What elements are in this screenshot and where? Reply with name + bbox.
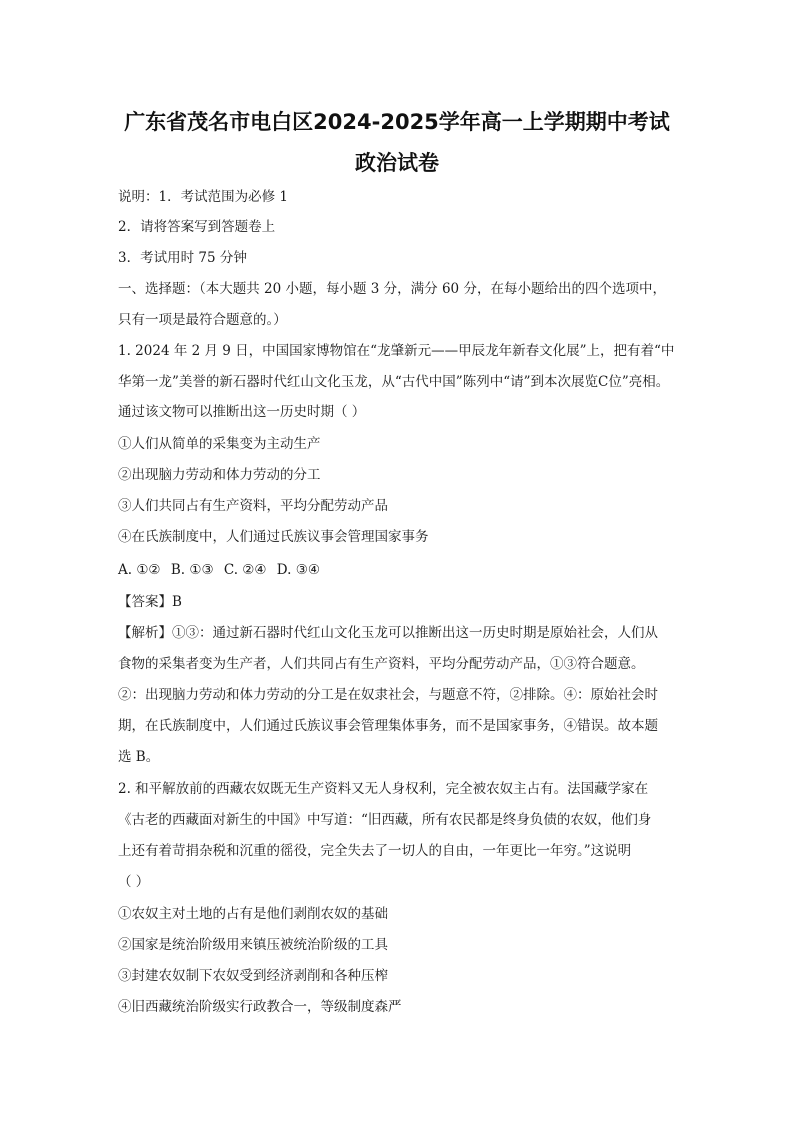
choice-d: D. ③④ (276, 562, 320, 578)
q1-option: ①人们从简单的采集变为主动生产 (118, 436, 321, 452)
q1-answer: 【答案】B (118, 594, 182, 610)
q2-stem-line: 上还有着苛捐杂税和沉重的徭役，完全失去了一切人的自由，一年更比一年穷。”这说明 (118, 843, 632, 859)
instruction-3: 3．考试用时 75 分钟 (118, 250, 247, 266)
q1-analysis-line: 【解析】①③：通过新石器时代红山文化玉龙可以推断出这一历史时期是原始社会，人们从 (118, 625, 658, 641)
q1-analysis-line: 选 B。 (118, 749, 160, 765)
q2-option: ②国家是统治阶级用来镇压被统治阶级的工具 (118, 937, 388, 953)
q1-analysis-line: 食物的采集者变为生产者，人们共同占有生产资料，平均分配劳动产品，①③符合题意。 (118, 656, 645, 672)
q2-stem-line: 《古老的西藏面对新生的中国》中写道：“旧西藏，所有农民都是终身负债的农奴，他们身 (118, 812, 652, 828)
q2-stem-line: 2. 和平解放前的西藏农奴既无生产资料又无人身权利，完全被农奴主占有。法国藏学家在 (118, 781, 649, 797)
q1-stem-line: 通过该文物可以推断出这一历史时期（ ） (118, 404, 366, 420)
q2-stem-line: （ ） (118, 874, 150, 890)
q2-option: ①农奴主对土地的占有是他们剥削农奴的基础 (118, 906, 388, 922)
q2-option: ③封建农奴制下农奴受到经济剥削和各种压榨 (118, 968, 388, 984)
q1-option: ④在氏族制度中，人们通过氏族议事会管理国家事务 (118, 529, 429, 545)
choice-b: B. ①③ (170, 562, 214, 578)
exam-title: 广东省茂名市电白区2024-2025学年高一上学期期中考试 (124, 110, 670, 134)
instruction-1: 说明：1．考试范围为必修 1 (118, 189, 288, 205)
q1-choices (118, 562, 326, 578)
section-heading-cont: 只有一项是最符合题意的。） (118, 312, 287, 328)
q1-analysis-line: ②：出现脑力劳动和体力劳动的分工是在奴隶社会，与题意不符，②排除。④：原始社会时 (118, 687, 658, 703)
instruction-2: 2．请将答案写到答题卷上 (118, 219, 276, 235)
section-heading: 一、选择题：（本大题共 20 小题，每小题 3 分，满分 60 分，在每小题给出的四个选项中， (118, 281, 666, 297)
q1-stem-line: 华第一龙”美誉的新石器时代红山文化玉龙，从“古代中国”陈列中“请”到本次展览C位”亮相。 (118, 374, 670, 390)
q1-option: ③人们共同占有生产资料，平均分配劳动产品 (118, 498, 388, 514)
q1-option: ②出现脑力劳动和体力劳动的分工 (118, 467, 321, 483)
choice-c: C. ②④ (223, 562, 267, 578)
choice-a: A. ①② (118, 562, 161, 578)
q1-analysis-line: 期，在氏族制度中，人们通过氏族议事会管理集体事务，而不是国家事务，④错误。故本题 (118, 718, 658, 734)
q1-stem-line: 1. 2024 年 2 月 9 日，中国国家博物馆在“龙肇新元——甲辰龙年新春文化展”上，把有着“中 (118, 343, 675, 359)
q2-option: ④旧西藏统治阶级实行政教合一，等级制度森严 (118, 999, 402, 1015)
exam-subject: 政治试卷 (355, 151, 439, 175)
